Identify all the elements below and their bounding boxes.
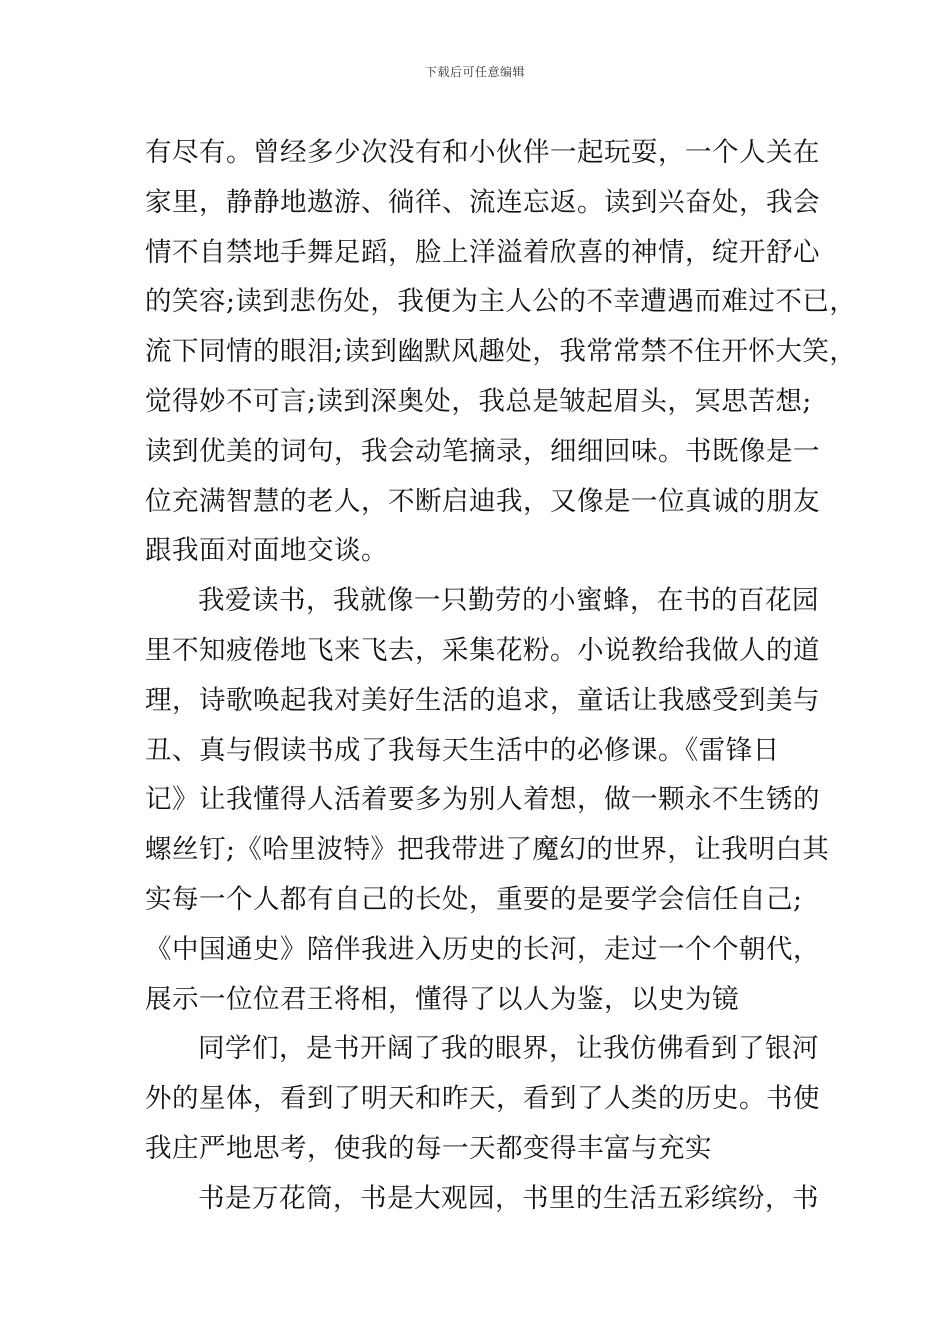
text-line: 的笑容;读到悲伤处，我便为主人公的不幸遭遇而难过不已， [145,286,857,318]
text-line: 同学们，是书开阔了我的眼界，让我仿佛看到了银河 [198,1033,819,1065]
text-line: 记》让我懂得人活着要多为别人着想，做一颗永不生锈的 [145,784,820,816]
text-line: 实每一个人都有自己的长处，重要的是要学会信任自己; [145,883,803,915]
text-line: 《中国通史》陪伴我进入历史的长河，走过一个个朝代， [145,933,820,965]
text-line: 里不知疲倦地飞来飞去，采集花粉。小说教给我做人的道 [145,634,820,666]
text-line: 理，诗歌唤起我对美好生活的追求，童话让我感受到美与 [145,684,820,716]
paragraph-1 [145,128,857,576]
paragraph-2 [145,576,830,1024]
document-body [145,128,857,1224]
text-line: 有尽有。曾经多少次没有和小伙伴一起玩耍，一个人关在 [145,137,820,168]
text-line: 书是万花筒，书是大观园，书里的生活五彩缤纷，书 [198,1182,819,1214]
text-line: 家里，静静地遨游、徜徉、流连忘返。读到兴奋处，我会 [145,186,820,218]
text-line: 情不自禁地手舞足蹈，脸上洋溢着欣喜的神情，绽开舒心 [145,236,820,268]
paragraph-3 [145,1024,820,1173]
text-line: 流下同情的眼泪;读到幽默风趣处，我常常禁不住开怀大笑， [145,336,857,368]
text-line: 丑、真与假读书成了我每天生活中的必修课。《雷锋日 [145,734,780,766]
text-line: 位充满智慧的老人，不断启迪我，又像是一位真诚的朋友 [145,485,820,517]
text-line: 外的星体，看到了明天和昨天，看到了人类的历史。书使 [145,1083,820,1115]
text-line: 读到优美的词句，我会动笔摘录，细细回味。书既像是一 [145,435,820,467]
text-line: 螺丝钉;《哈里波特》把我带进了魔幻的世界，让我明白其 [145,834,830,866]
text-line: 觉得妙不可言;读到深奥处，我总是皱起眉头，冥思苦想; [145,385,812,417]
text-line: 跟我面对面地交谈。 [145,535,388,567]
text-line: 我庄严地思考，使我的每一天都变得丰富与充实 [145,1132,712,1164]
text-line: 我爱读书，我就像一只勤劳的小蜜蜂，在书的百花园 [198,585,819,617]
text-line: 展示一位位君王将相，懂得了以人为鉴，以史为镜 [145,983,739,1015]
paragraph-4 [145,1174,819,1224]
page-header: 下载后可任意编辑 [424,65,525,79]
